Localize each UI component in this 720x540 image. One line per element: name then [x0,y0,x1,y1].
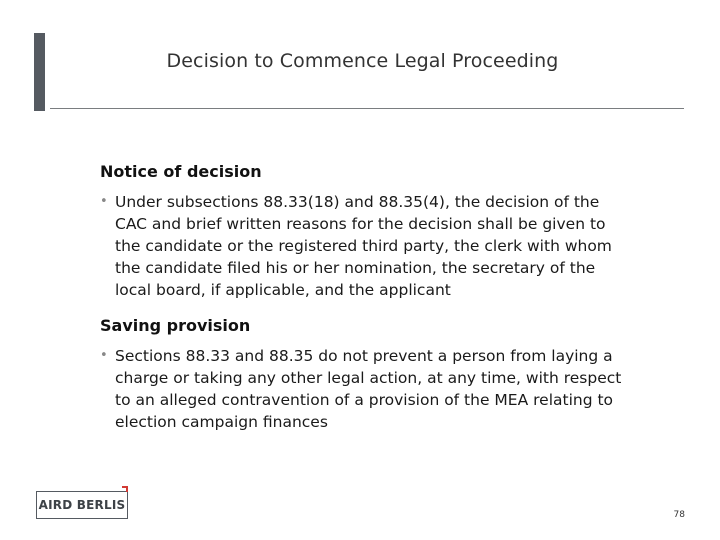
logo-corner-mark [122,486,128,492]
bullet-icon: • [100,194,108,209]
section-saving-provision [100,315,660,433]
bullet-item [100,191,635,301]
logo-text: AIRD BERLIS [38,498,126,512]
bullet-item [100,345,635,433]
section-heading: Saving provision [100,316,251,335]
aird-berlis-logo [36,491,128,519]
bullet-icon: • [100,348,108,363]
title-accent-bar [34,33,45,111]
bullet-text: Under subsections 88.33(18) and 88.35(4), the decision of the CAC and brief written reasons for the decision shall be given to the candidate or the registered third party, the clerk with whom the candidate filed his or her nomination, the secretary of the local board, if applicable, and the applicant [115,193,612,299]
bullet-text: Sections 88.33 and 88.35 do not prevent a person from laying a charge or taking any other legal action, at any time, with respect to an alleged contravention of a provision of the MEA relating to election campaign finances [115,347,622,431]
title-divider [50,108,684,109]
slide-title: Decision to Commence Legal Proceeding [166,50,559,72]
slide-content [100,161,660,433]
section-heading: Notice of decision [100,162,262,181]
page-number: 78 [673,510,685,520]
section-notice-of-decision [100,161,660,301]
